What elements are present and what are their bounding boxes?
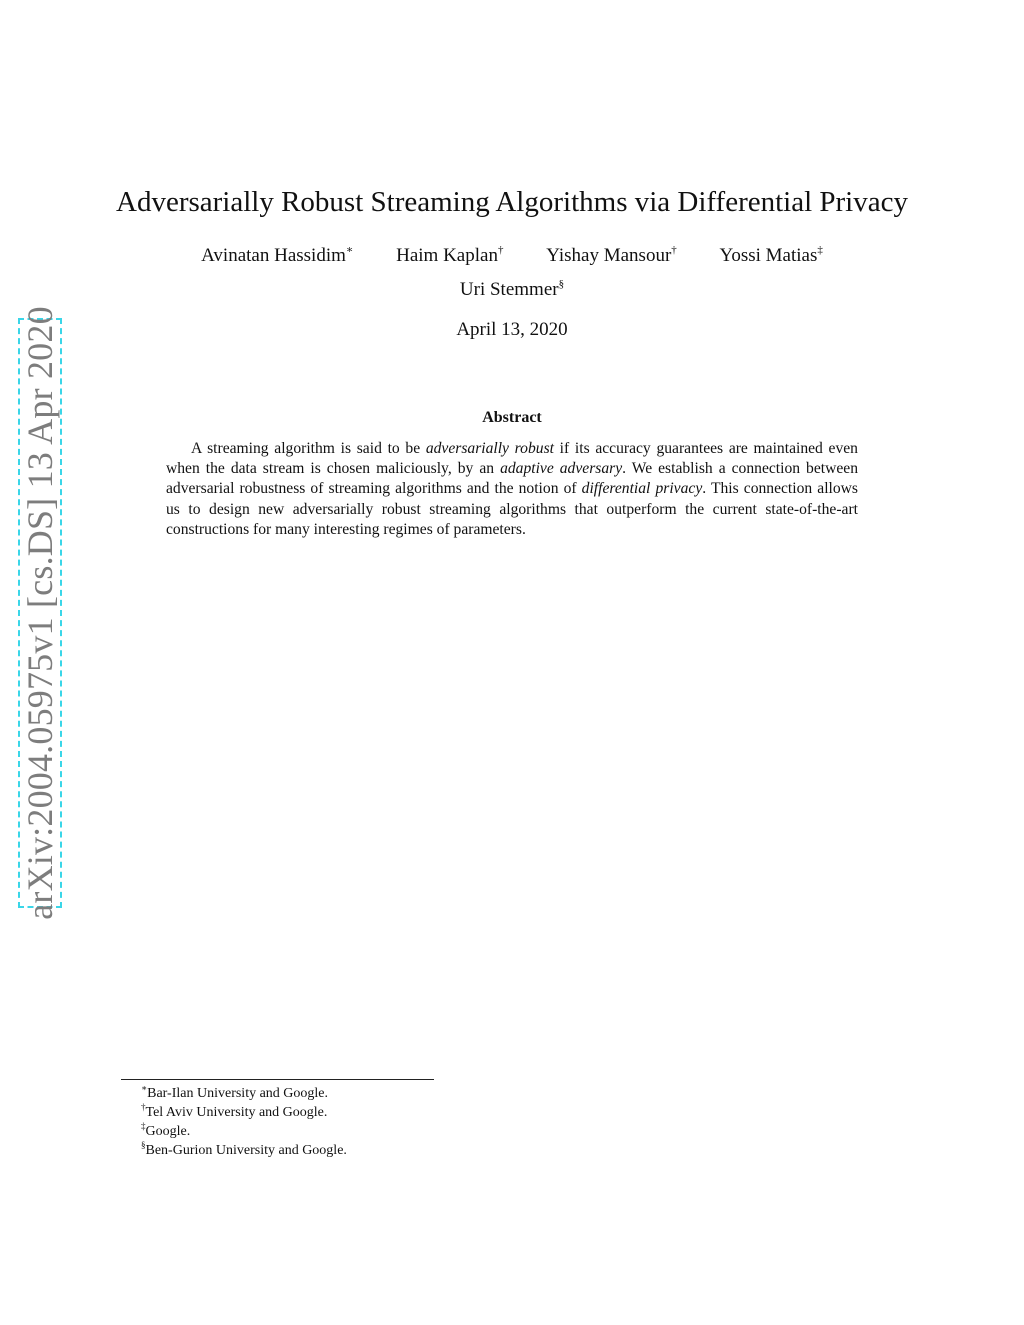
- footnote-4: [141, 1141, 347, 1160]
- publication-date: April 13, 2020: [456, 319, 568, 340]
- abstract-text: . We establish a connection between adversarial robustness of streaming algorithms and the notion of: [166, 460, 859, 498]
- footnote-text: Google.: [145, 1124, 191, 1139]
- paper-title: Adversarially Robust Streaming Algorithms via Differential Privacy: [116, 186, 908, 218]
- footnote-text: Tel Aviv University and Google.: [145, 1105, 328, 1120]
- author-name: Yishay Mansour: [546, 245, 672, 266]
- author-affiliation-mark: ∗: [345, 244, 354, 256]
- footnote-rule: [121, 1079, 434, 1080]
- abstract-emphasis: adaptive adversary: [500, 460, 623, 478]
- footnote-mark: †: [141, 1102, 146, 1112]
- author-affiliation-mark: †: [671, 244, 677, 256]
- author-name: Haim Kaplan: [396, 245, 498, 266]
- author-3: [546, 244, 677, 268]
- footnote-mark: §: [141, 1140, 146, 1150]
- arxiv-identifier: arXiv:2004.05975v1 [cs.DS] 13 Apr 2020: [20, 306, 60, 920]
- author-1: [201, 244, 353, 268]
- footnote-text: Ben-Gurion University and Google.: [145, 1143, 347, 1158]
- footnote-mark: ‡: [141, 1121, 146, 1131]
- author-2: [396, 244, 503, 268]
- abstract-text: . This connection allows us to design new adversarially robust streaming algorithms that outperform the current state-of-the-art constructions for many interesting regimes of parameters.: [166, 480, 858, 538]
- author-name: Avinatan Hassidim: [201, 245, 346, 266]
- footnote-mark: ∗: [141, 1083, 148, 1093]
- footnote-2: [141, 1103, 347, 1122]
- abstract-heading: Abstract: [482, 409, 542, 426]
- footnote-text: Bar-Ilan University and Google.: [147, 1086, 329, 1101]
- abstract-body: [166, 439, 858, 540]
- author-5: [0, 278, 1024, 302]
- author-name: Uri Stemmer: [459, 279, 559, 300]
- author-name: Yossi Matias: [719, 245, 818, 266]
- abstract-text: A streaming algorithm is said to be: [191, 440, 426, 457]
- author-4: [720, 244, 823, 268]
- abstract-emphasis: adversarially robust: [425, 440, 554, 457]
- author-affiliation-mark: †: [497, 244, 504, 256]
- author-affiliation-mark: ‡: [817, 244, 823, 256]
- abstract-text: if its accuracy guarantees are maintained even when the data stream is chosen maliciously, by an: [166, 440, 858, 478]
- abstract-emphasis: differential privacy: [581, 480, 703, 498]
- footnote-3: [141, 1122, 347, 1141]
- author-list: [0, 244, 1024, 268]
- author-affiliation-mark: §: [558, 278, 565, 290]
- footnotes: [141, 1084, 347, 1160]
- footnote-1: [141, 1084, 347, 1103]
